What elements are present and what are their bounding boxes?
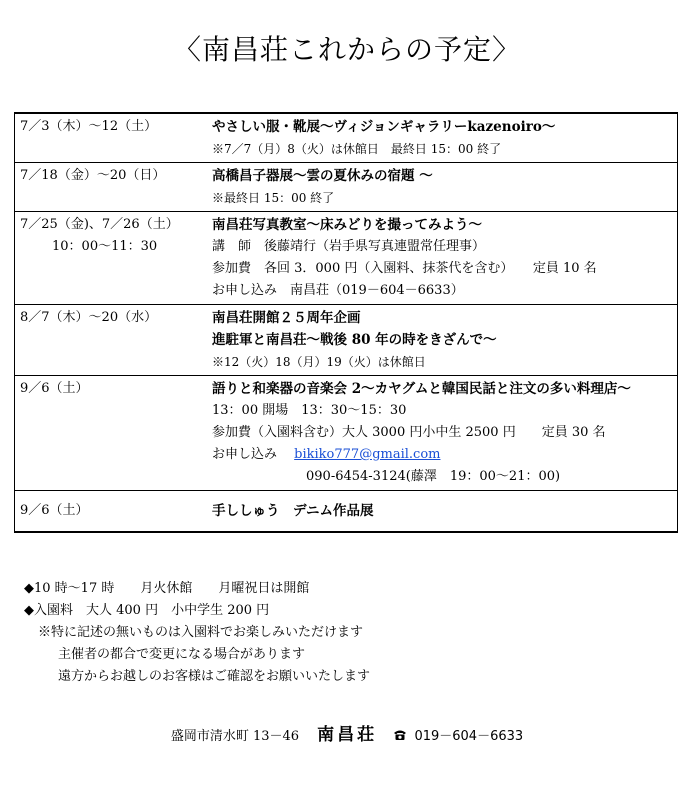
address-text: 盛岡市清水町 13－46 xyxy=(170,729,300,744)
info-section xyxy=(24,578,370,688)
event-apply-row xyxy=(212,444,677,466)
event-fee: 参加費（入園料含む）大人 3000 円小中生 2500 円 定員 30 名 xyxy=(212,425,606,440)
event-lecturer: 講 師 後藤靖行（岩手県写真連盟常任理事） xyxy=(212,239,486,254)
event-fee: 参加費 各回 3．000 円（入園料、抹茶代を含む） 定員 10 名 xyxy=(212,261,597,276)
event-content-cell xyxy=(206,113,678,163)
event-headline: 高橋昌子器展～雲の夏休みの宿題 ～ xyxy=(212,168,433,184)
event-date: 9／6（土） xyxy=(20,381,89,396)
event-note: ※12（火）18（月）19（火）は休館日 xyxy=(212,355,426,369)
event-headline: 手ししゅう デニム作品展 xyxy=(212,503,374,519)
info-note-1: ※特に記述の無いものは入園料でお楽しみいただけます xyxy=(38,625,364,640)
event-apply-label: お申し込み xyxy=(212,447,278,462)
event-date-cell xyxy=(15,113,207,163)
event-date-cell xyxy=(15,212,207,305)
event-headline-2: 進駐軍と南昌荘～戦後 80 年の時をきざんで～ xyxy=(212,332,497,348)
event-content-cell xyxy=(206,163,678,212)
event-row-4 xyxy=(15,305,678,376)
footer xyxy=(0,720,694,745)
event-date: 7／18（金）～20（日） xyxy=(20,168,166,183)
event-time: 10：00～11：30 xyxy=(52,239,158,254)
event-row-5 xyxy=(15,376,678,491)
hours-text: ◆10 時～17 時 月火休館 月曜祝日は開館 xyxy=(24,581,310,596)
venue-name: 南昌荘 xyxy=(317,725,378,745)
event-content-cell xyxy=(206,212,678,305)
phone-number: 019－604－6633 xyxy=(414,729,524,744)
event-row-6 xyxy=(15,491,678,533)
phone-icon xyxy=(393,729,407,739)
event-apply: お申し込み 南昌荘（019－604－6633） xyxy=(212,283,464,298)
event-content-cell xyxy=(206,376,678,491)
event-note: ※7／7（月）8（火）は休館日 最終日 15：00 終了 xyxy=(212,142,502,156)
event-content-cell xyxy=(206,491,678,533)
event-row-1 xyxy=(15,113,678,163)
event-date: 8／7（木）～20（水） xyxy=(20,310,158,325)
page-title: 〈南昌荘これからの予定〉 xyxy=(172,33,521,66)
event-row-2 xyxy=(15,163,678,212)
event-date: 9／6（土） xyxy=(20,503,89,518)
event-date-cell xyxy=(15,491,207,533)
schedule-table xyxy=(14,112,678,533)
event-date: 7／25（金)、7／26（土） xyxy=(20,217,179,232)
event-note: ※最終日 15：00 終了 xyxy=(212,191,335,205)
event-content-cell xyxy=(206,305,678,376)
event-row-3 xyxy=(15,212,678,305)
info-note-3: 遠方からお越しのお客様はご確認をお願いいたします xyxy=(58,669,371,684)
event-time: 13：00 開場 13：30～15：30 xyxy=(212,403,407,418)
email-link[interactable]: bikiko777@gmail.com xyxy=(294,447,441,462)
event-date-cell xyxy=(15,376,207,491)
event-headline: 語りと和楽器の音楽会 2～カヤグムと韓国民話と注文の多い料理店～ xyxy=(212,381,631,397)
admission-text: ◆入園料 大人 400 円 小中学生 200 円 xyxy=(24,603,270,618)
event-date-cell xyxy=(15,163,207,212)
event-headline: 南昌荘写真教室～床みどりを撮ってみよう～ xyxy=(212,217,482,233)
info-note-2: 主催者の都合で変更になる場合があります xyxy=(58,647,306,662)
event-date-cell xyxy=(15,305,207,376)
event-phone: 090-6454-3124(藤澤 19：00～21：00) xyxy=(306,469,561,484)
event-headline: 南昌荘開館２５周年企画 xyxy=(212,310,361,326)
event-headline: やさしい服・靴展～ヴィジョンギャラリーkazenoiro～ xyxy=(212,119,556,135)
event-date: 7／3（木）～12（土） xyxy=(20,119,158,134)
